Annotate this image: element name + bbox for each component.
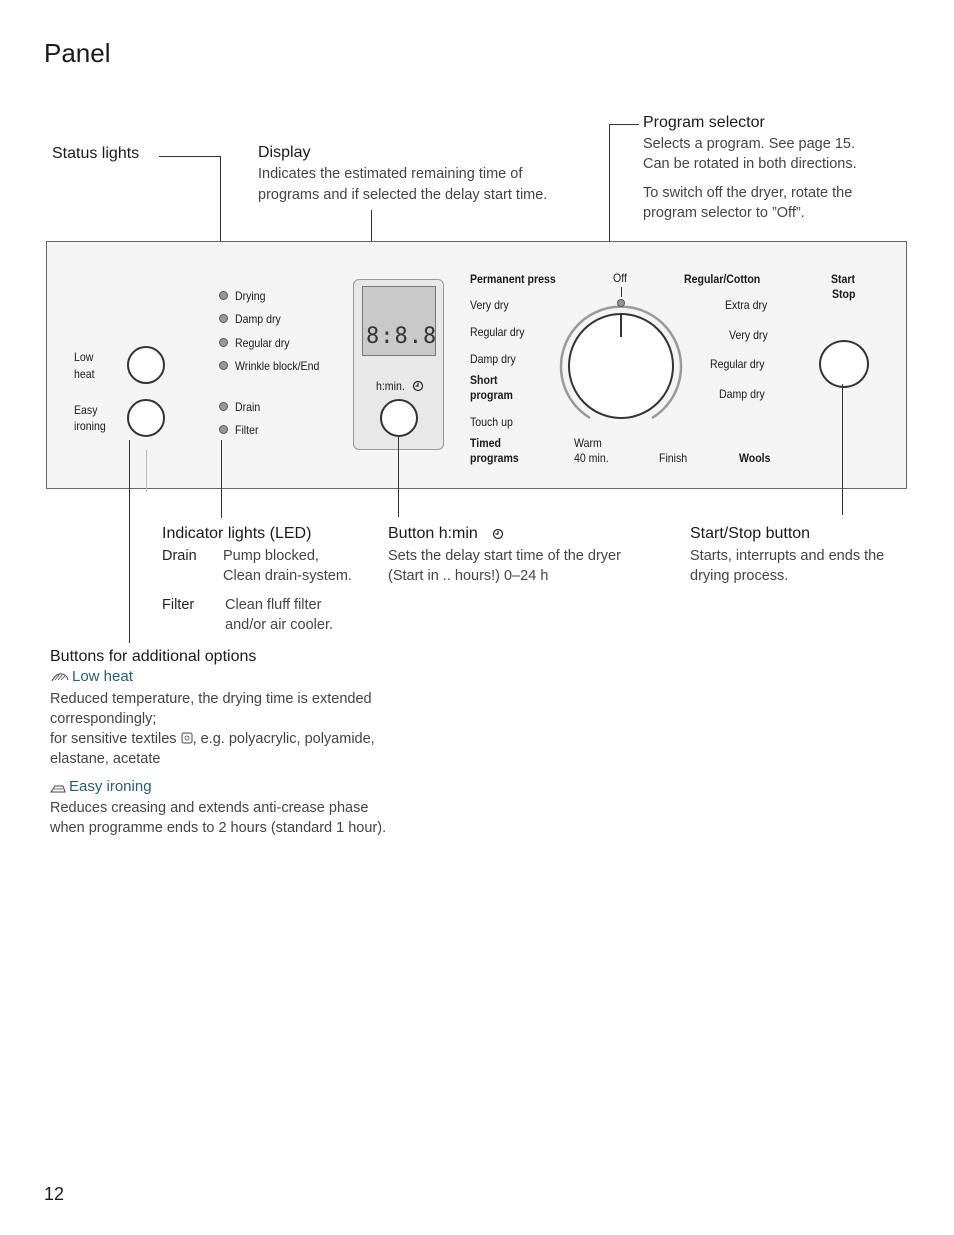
forty-min-label: 40 min. — [574, 451, 609, 465]
hmin-text-2: (Start in .. hours!) 0–24 h — [388, 568, 549, 584]
regular-dry-led — [219, 338, 228, 347]
off-tick — [621, 287, 622, 297]
heat-label: heat — [74, 367, 95, 381]
prog-regular-cotton: Regular/Cotton — [684, 272, 761, 286]
drain-led — [219, 402, 228, 411]
prog-short: Short — [470, 373, 498, 387]
start-label: Start — [831, 272, 856, 286]
indicator-filter-label: Filter — [162, 597, 195, 613]
hmin-button[interactable] — [380, 399, 418, 437]
prog-permanent-press: Permanent press — [470, 272, 556, 286]
status-wrinkle-label: Wrinkle block/End — [235, 359, 320, 373]
indicator-filter-text-2: and/or air cooler. — [225, 617, 334, 633]
options-heading: Buttons for additional options — [50, 648, 257, 665]
easy-ironing-title: Easy ironing — [69, 778, 152, 795]
clock-icon — [412, 380, 424, 392]
prog-timed-programs: programs — [470, 451, 519, 465]
status-lights-leader-h — [159, 156, 221, 157]
indicator-drain-text-1: Pump blocked, — [223, 548, 319, 564]
indicator-drain-text-2: Clean drain-system. — [223, 568, 352, 584]
prog-very-dry-right: Very dry — [729, 328, 768, 342]
filter-label: Filter — [235, 423, 259, 437]
program-selector-text-1: Selects a program. See page 15. — [643, 136, 855, 152]
display-text-1: Indicates the estimated remaining time of — [258, 166, 523, 182]
prog-wools: Wools — [739, 451, 771, 465]
hmin-text-1: Sets the delay start time of the dryer — [388, 548, 621, 564]
sensitive-textile-icon — [181, 732, 193, 744]
startstop-heading: Start/Stop button — [690, 525, 811, 542]
low-heat-text-3 — [50, 729, 375, 750]
low-heat-text-2: correspondingly; — [50, 711, 157, 727]
easy-ironing-leader — [146, 450, 147, 492]
filter-led — [219, 425, 228, 434]
damp-dry-led — [219, 314, 228, 323]
prog-extra-dry: Extra dry — [725, 298, 768, 312]
easy-label: Easy — [74, 403, 98, 417]
program-selector-text-3: To switch off the dryer, rotate the — [643, 185, 853, 201]
display-text-2: programs and if selected the delay start time. — [258, 187, 548, 203]
indicator-leader — [221, 440, 222, 518]
prog-damp-dry-left: Damp dry — [470, 352, 516, 366]
startstop-text-2: drying process. — [690, 568, 789, 584]
status-regular-dry-label: Regular dry — [235, 336, 290, 350]
easy-ironing-text-2: when programme ends to 2 hours (standard 1 hour). — [50, 820, 387, 836]
iron-icon — [50, 782, 66, 794]
off-indicator-dot — [617, 299, 625, 307]
indicator-filter-text-1: Clean fluff filter — [225, 597, 322, 613]
display-heading: Display — [258, 144, 311, 161]
page-number: 12 — [44, 1184, 65, 1204]
status-lights-heading: Status lights — [52, 145, 140, 162]
off-label: Off — [613, 271, 627, 285]
low-heat-text-3b: , e.g. polyacrylic, polyamide, — [192, 731, 375, 747]
program-selector-text-2: Can be rotated in both directions. — [643, 156, 857, 172]
status-drying-label: Drying — [235, 289, 266, 303]
stop-label: Stop — [832, 287, 856, 301]
hmin-leader — [398, 437, 399, 517]
prog-short-program: program — [470, 388, 513, 402]
low-heat-text-3a: for sensitive textiles — [50, 731, 177, 747]
warm-label: Warm — [574, 436, 602, 450]
low-heat-title: Low heat — [72, 668, 133, 685]
finish-label: Finish — [659, 451, 688, 465]
program-selector-heading: Program selector — [643, 114, 765, 131]
options-leader — [129, 440, 130, 643]
indicator-drain-label: Drain — [162, 548, 197, 564]
low-heat-icon — [50, 671, 70, 683]
start-stop-button[interactable] — [819, 340, 869, 388]
easy-ironing-text-1: Reduces creasing and extends anti-crease phase — [50, 800, 369, 816]
display-digits: 8:8.8 — [366, 324, 438, 349]
prog-regular-dry-left: Regular dry — [470, 325, 525, 339]
indicator-heading: Indicator lights (LED) — [162, 525, 312, 542]
program-selector-leader-h — [609, 124, 639, 125]
ironing-label: ironing — [74, 419, 106, 433]
low-heat-text-1: Reduced temperature, the drying time is extended — [50, 691, 372, 707]
prog-regular-dry-right: Regular dry — [710, 357, 765, 371]
page-title: Panel — [44, 38, 111, 68]
drying-led — [219, 291, 228, 300]
low-heat-text-4: elastane, acetate — [50, 751, 161, 767]
clock-icon — [492, 528, 504, 540]
prog-timed: Timed — [470, 436, 501, 450]
status-damp-dry-label: Damp dry — [235, 312, 281, 326]
hmin-panel-label: h:min. — [376, 379, 405, 393]
startstop-text-1: Starts, interrupts and ends the — [690, 548, 885, 564]
low-heat-button[interactable] — [127, 346, 165, 384]
prog-touch-up: Touch up — [470, 415, 513, 429]
prog-very-dry-left: Very dry — [470, 298, 509, 312]
wrinkle-block-led — [219, 361, 228, 370]
prog-damp-dry-right: Damp dry — [719, 387, 765, 401]
startstop-leader — [842, 384, 843, 515]
low-label: Low — [74, 350, 94, 364]
drain-label: Drain — [235, 400, 261, 414]
hmin-heading: Button h:min — [388, 525, 478, 542]
easy-ironing-button[interactable] — [127, 399, 165, 437]
program-selector-text-4: program selector to ”Off”. — [643, 205, 805, 221]
program-selector-dial[interactable] — [558, 303, 684, 429]
